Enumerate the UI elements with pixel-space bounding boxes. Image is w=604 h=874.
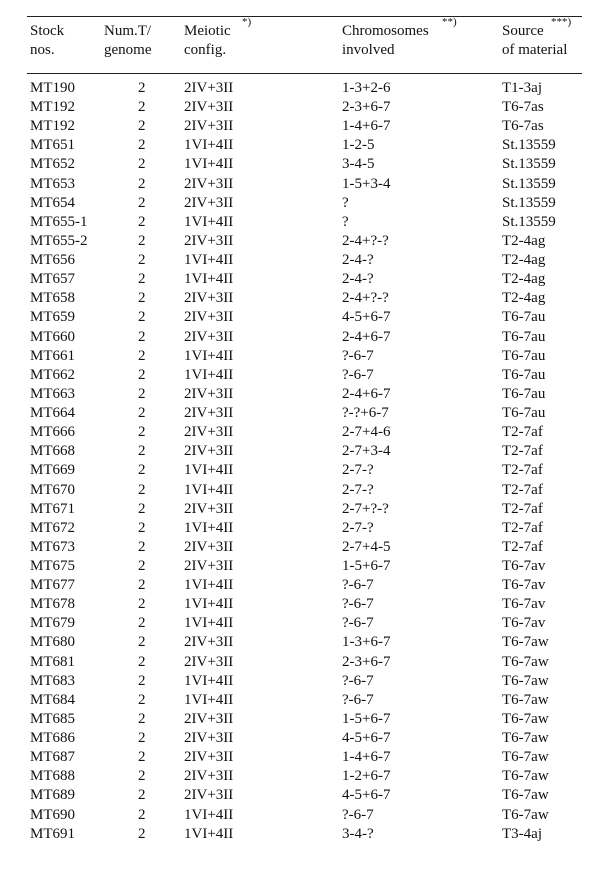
source-cell: T6-7au (502, 405, 546, 422)
source-cell: T6-7av (502, 558, 546, 574)
stock-no-cell: MT654 (30, 194, 75, 211)
chromosomes-cell: ? (342, 194, 349, 211)
chromosomes-cell: ?-6-7 (342, 615, 374, 632)
source-cell: T1-3aj (502, 80, 542, 96)
header-line1: Source (502, 23, 544, 39)
header-source-of-material (502, 16, 572, 60)
source-cell: T2-7af (502, 462, 543, 479)
table-row (0, 232, 604, 251)
chromosomes-cell: 4-5+6-7 (342, 787, 391, 804)
num-t-genome-cell: 2 (138, 577, 146, 594)
stock-no-cell: MT688 (30, 768, 75, 785)
source-cell: T2-7af (502, 500, 543, 517)
stock-no-cell: MT655-1 (30, 213, 88, 230)
stock-no-cell: MT683 (30, 672, 75, 689)
header-footnote-mark: *) (242, 16, 252, 28)
source-cell: T6-7aw (502, 806, 549, 823)
stock-no-cell: MT192 (30, 99, 75, 116)
stock-no-cell: MT658 (30, 290, 75, 307)
chromosomes-cell: ?-?+6-7 (342, 405, 389, 422)
meiotic-config-cell: 1VI+4II (184, 347, 234, 364)
num-t-genome-cell: 2 (138, 271, 146, 288)
header-line2: nos. (30, 42, 55, 58)
table-row (0, 557, 604, 576)
table-row (0, 519, 604, 538)
table-row (0, 136, 604, 155)
num-t-genome-cell: 2 (138, 481, 146, 498)
chromosomes-cell: 2-4+?-? (342, 290, 389, 307)
source-cell: T6-7as (502, 118, 544, 135)
table-row (0, 710, 604, 729)
chromosomes-cell: 2-7-? (342, 481, 374, 498)
source-cell: T2-7af (502, 519, 543, 536)
source-cell: T6-7au (502, 328, 546, 345)
chromosomes-cell: 2-7+3-4 (342, 443, 391, 460)
chromosomes-cell: 2-4+6-7 (342, 328, 391, 345)
source-cell: T6-7au (502, 347, 546, 364)
source-cell: T6-7aw (502, 672, 549, 689)
chromosomes-cell: 1-3+6-7 (342, 634, 391, 651)
chromosomes-cell: ?-6-7 (342, 347, 374, 364)
header-footnote-mark: ***) (551, 16, 572, 28)
table-row (0, 213, 604, 232)
source-cell: St.13559 (502, 213, 556, 230)
num-t-genome-cell: 2 (138, 519, 146, 536)
num-t-genome-cell: 2 (138, 252, 146, 269)
source-cell: T3-4aj (502, 825, 542, 842)
table-row (0, 672, 604, 691)
table-row (0, 385, 604, 404)
table-row (0, 270, 604, 289)
stock-no-cell: MT663 (30, 385, 75, 402)
chromosomes-cell: 2-4+6-7 (342, 385, 391, 402)
table-row (0, 117, 604, 136)
meiotic-config-cell: 1VI+4II (184, 596, 234, 613)
num-t-genome-cell: 2 (138, 137, 146, 154)
stock-no-cell: MT651 (30, 137, 75, 154)
header-line1: Num.T/ (104, 23, 152, 39)
meiotic-config-cell: 1VI+4II (184, 462, 234, 479)
source-cell: T6-7aw (502, 691, 549, 708)
meiotic-config-cell: 1VI+4II (184, 271, 234, 288)
chromosomes-cell: ?-6-7 (342, 691, 374, 708)
source-cell: T6-7aw (502, 710, 549, 727)
table-row (0, 538, 604, 557)
table-row (0, 461, 604, 480)
num-t-genome-cell: 2 (138, 749, 146, 766)
chromosomes-cell: 3-4-? (342, 825, 374, 842)
chromosomes-cell: 3-4-5 (342, 156, 375, 173)
chromosomes-cell: 1-2+6-7 (342, 768, 391, 785)
stock-no-cell: MT677 (30, 577, 75, 594)
table-row (0, 328, 604, 347)
chromosomes-cell: 2-7-? (342, 462, 374, 479)
meiotic-config-cell: 2IV+3II (184, 787, 234, 804)
meiotic-config-cell: 1VI+4II (184, 577, 234, 594)
table-row (0, 347, 604, 366)
header-line2: involved (342, 42, 395, 58)
header-meiotic-config (184, 16, 252, 60)
num-t-genome-cell: 2 (138, 730, 146, 747)
meiotic-config-cell: 2IV+3II (184, 385, 234, 402)
source-cell: St.13559 (502, 156, 556, 173)
chromosomes-cell: 1-5+6-7 (342, 710, 391, 727)
num-t-genome-cell: 2 (138, 213, 146, 230)
table-row (0, 825, 604, 844)
num-t-genome-cell: 2 (138, 99, 146, 116)
chromosomes-cell: ? (342, 213, 349, 230)
source-cell: T2-7af (502, 481, 543, 498)
num-t-genome-cell: 2 (138, 787, 146, 804)
source-cell: T6-7aw (502, 730, 549, 747)
stock-no-cell: MT656 (30, 252, 75, 269)
num-t-genome-cell: 2 (138, 175, 146, 192)
chromosomes-cell: 1-2-5 (342, 137, 375, 154)
chromosomes-cell: ?-6-7 (342, 596, 374, 613)
stock-no-cell: MT684 (30, 691, 75, 708)
source-cell: T6-7aw (502, 634, 549, 651)
source-cell: T2-7af (502, 424, 543, 441)
table-row (0, 79, 604, 98)
table-row (0, 500, 604, 519)
table-row (0, 614, 604, 633)
num-t-genome-cell: 2 (138, 80, 146, 96)
chromosomes-cell: 1-5+3-4 (342, 175, 391, 192)
stock-no-cell: MT690 (30, 806, 75, 823)
meiotic-config-cell: 2IV+3II (184, 290, 234, 307)
meiotic-config-cell: 1VI+4II (184, 672, 234, 689)
meiotic-config-cell: 2IV+3II (184, 443, 234, 460)
table-row (0, 576, 604, 595)
chromosomes-cell: ?-6-7 (342, 366, 374, 383)
chromosomes-cell: 4-5+6-7 (342, 309, 391, 326)
source-cell: St.13559 (502, 194, 556, 211)
stock-no-cell: MT669 (30, 462, 75, 479)
meiotic-config-cell: 2IV+3II (184, 80, 234, 96)
chromosomes-cell: ?-6-7 (342, 577, 374, 594)
header-stock-nos (30, 22, 64, 60)
num-t-genome-cell: 2 (138, 558, 146, 574)
meiotic-config-cell: 2IV+3II (184, 749, 234, 766)
stock-no-cell: MT670 (30, 481, 75, 498)
num-t-genome-cell: 2 (138, 825, 146, 842)
source-cell: T6-7av (502, 577, 546, 594)
num-t-genome-cell: 2 (138, 806, 146, 823)
table-row (0, 633, 604, 652)
source-cell: T2-4ag (502, 290, 546, 307)
num-t-genome-cell: 2 (138, 443, 146, 460)
num-t-genome-cell: 2 (138, 232, 146, 249)
stock-no-cell: MT675 (30, 558, 75, 574)
stock-no-cell: MT680 (30, 634, 75, 651)
num-t-genome-cell: 2 (138, 194, 146, 211)
meiotic-config-cell: 2IV+3II (184, 538, 234, 555)
table-row (0, 653, 604, 672)
num-t-genome-cell: 2 (138, 538, 146, 555)
header-line2: config. (184, 42, 227, 58)
chromosomes-cell: ?-6-7 (342, 806, 374, 823)
table-row (0, 98, 604, 117)
table-row (0, 404, 604, 423)
meiotic-config-cell: 2IV+3II (184, 405, 234, 422)
stock-no-cell: MT679 (30, 615, 75, 632)
meiotic-config-cell: 1VI+4II (184, 615, 234, 632)
table-row (0, 691, 604, 710)
stock-no-cell: MT653 (30, 175, 75, 192)
num-t-genome-cell: 2 (138, 691, 146, 708)
top-rule (27, 16, 582, 17)
num-t-genome-cell: 2 (138, 500, 146, 517)
table-row (0, 729, 604, 748)
num-t-genome-cell: 2 (138, 653, 146, 670)
source-cell: T2-7af (502, 443, 543, 460)
source-cell: T6-7av (502, 596, 546, 613)
meiotic-config-cell: 1VI+4II (184, 252, 234, 269)
meiotic-config-cell: 2IV+3II (184, 500, 234, 517)
header-line1: Stock (30, 23, 65, 39)
num-t-genome-cell: 2 (138, 710, 146, 727)
source-cell: T2-4ag (502, 232, 546, 249)
table-row (0, 767, 604, 786)
chromosomes-cell: 4-5+6-7 (342, 730, 391, 747)
chromosomes-cell: 2-4-? (342, 271, 374, 288)
num-t-genome-cell: 2 (138, 347, 146, 364)
meiotic-config-cell: 2IV+3II (184, 175, 234, 192)
chromosomes-cell: 1-3+2-6 (342, 80, 391, 96)
source-cell: T6-7aw (502, 787, 549, 804)
table-row (0, 423, 604, 442)
meiotic-config-cell: 2IV+3II (184, 558, 234, 574)
meiotic-config-cell: 1VI+4II (184, 825, 234, 842)
table-row (0, 194, 604, 213)
header-rule (27, 73, 582, 74)
stock-no-cell: MT686 (30, 730, 75, 747)
stock-no-cell: MT685 (30, 710, 75, 727)
header-line1: Chromosomes (342, 23, 429, 39)
meiotic-config-cell: 2IV+3II (184, 194, 234, 211)
source-cell: T6-7aw (502, 653, 549, 670)
table-row (0, 481, 604, 500)
chromosomes-cell: 1-5+6-7 (342, 558, 391, 574)
stock-no-cell: MT672 (30, 519, 75, 536)
meiotic-config-cell: 1VI+4II (184, 156, 234, 173)
stock-no-cell: MT687 (30, 749, 75, 766)
num-t-genome-cell: 2 (138, 462, 146, 479)
table-row (0, 155, 604, 174)
source-cell: St.13559 (502, 175, 556, 192)
stock-no-cell: MT666 (30, 424, 75, 441)
source-cell: T6-7au (502, 309, 546, 326)
num-t-genome-cell: 2 (138, 309, 146, 326)
stock-no-cell: MT673 (30, 538, 75, 555)
chromosomes-cell: 1-4+6-7 (342, 749, 391, 766)
header-line2: genome (104, 42, 152, 58)
meiotic-config-cell: 2IV+3II (184, 653, 234, 670)
meiotic-config-cell: 1VI+4II (184, 481, 234, 498)
table-row (0, 175, 604, 194)
header-num-t-genome (104, 22, 151, 60)
num-t-genome-cell: 2 (138, 405, 146, 422)
meiotic-config-cell: 1VI+4II (184, 691, 234, 708)
stock-no-cell: MT678 (30, 596, 75, 613)
meiotic-config-cell: 2IV+3II (184, 232, 234, 249)
stock-no-cell: MT192 (30, 118, 75, 135)
num-t-genome-cell: 2 (138, 118, 146, 135)
source-cell: T6-7av (502, 615, 546, 632)
meiotic-config-cell: 1VI+4II (184, 806, 234, 823)
num-t-genome-cell: 2 (138, 385, 146, 402)
table-row (0, 595, 604, 614)
source-cell: T2-4ag (502, 271, 546, 288)
chromosomes-cell: 1-4+6-7 (342, 118, 391, 135)
source-cell: T6-7as (502, 99, 544, 116)
stock-no-cell: MT681 (30, 653, 75, 670)
meiotic-config-cell: 1VI+4II (184, 137, 234, 154)
meiotic-config-cell: 2IV+3II (184, 309, 234, 326)
meiotic-config-cell: 2IV+3II (184, 424, 234, 441)
header-line2: of material (502, 42, 568, 58)
table-row (0, 251, 604, 270)
stock-no-cell: MT660 (30, 328, 75, 345)
stock-no-cell: MT190 (30, 80, 75, 96)
table-row (0, 806, 604, 825)
stock-no-cell: MT652 (30, 156, 75, 173)
meiotic-config-cell: 2IV+3II (184, 710, 234, 727)
meiotic-config-cell: 1VI+4II (184, 366, 234, 383)
stock-no-cell: MT662 (30, 366, 75, 383)
chromosomes-cell: 2-7+4-5 (342, 538, 391, 555)
source-cell: T2-4ag (502, 252, 546, 269)
num-t-genome-cell: 2 (138, 424, 146, 441)
chromosomes-cell: 2-7+?-? (342, 500, 389, 517)
meiotic-config-cell: 2IV+3II (184, 634, 234, 651)
table-row (0, 786, 604, 805)
stock-no-cell: MT657 (30, 271, 75, 288)
num-t-genome-cell: 2 (138, 596, 146, 613)
chromosomes-cell: 2-7-? (342, 519, 374, 536)
stock-no-cell: MT659 (30, 309, 75, 326)
meiotic-config-cell: 2IV+3II (184, 328, 234, 345)
stock-no-cell: MT664 (30, 405, 75, 422)
meiotic-config-cell: 1VI+4II (184, 213, 234, 230)
num-t-genome-cell: 2 (138, 156, 146, 173)
num-t-genome-cell: 2 (138, 672, 146, 689)
stock-no-cell: MT691 (30, 825, 75, 842)
stock-no-cell: MT689 (30, 787, 75, 804)
header-chromosomes-involved (342, 16, 457, 60)
chromosomes-cell: 2-7+4-6 (342, 424, 391, 441)
stock-no-cell: MT668 (30, 443, 75, 460)
meiotic-config-cell: 1VI+4II (184, 519, 234, 536)
chromosomes-cell: 2-3+6-7 (342, 99, 391, 116)
num-t-genome-cell: 2 (138, 634, 146, 651)
table-row (0, 308, 604, 327)
chromosomes-cell: 2-4+?-? (342, 232, 389, 249)
meiotic-config-cell: 2IV+3II (184, 768, 234, 785)
source-cell: T6-7aw (502, 749, 549, 766)
stock-no-cell: MT655-2 (30, 232, 88, 249)
meiotic-config-cell: 2IV+3II (184, 99, 234, 116)
table-row (0, 366, 604, 385)
header-footnote-mark: **) (442, 16, 457, 28)
meiotic-config-cell: 2IV+3II (184, 118, 234, 135)
stock-no-cell: MT661 (30, 347, 75, 364)
source-cell: T6-7au (502, 366, 546, 383)
num-t-genome-cell: 2 (138, 615, 146, 632)
chromosomes-cell: ?-6-7 (342, 672, 374, 689)
source-cell: T2-7af (502, 538, 543, 555)
num-t-genome-cell: 2 (138, 768, 146, 785)
num-t-genome-cell: 2 (138, 328, 146, 345)
meiotic-config-cell: 2IV+3II (184, 730, 234, 747)
table-row (0, 442, 604, 461)
header-line1: Meiotic (184, 23, 231, 39)
chromosomes-cell: 2-3+6-7 (342, 653, 391, 670)
num-t-genome-cell: 2 (138, 290, 146, 307)
source-cell: T6-7au (502, 385, 546, 402)
source-cell: St.13559 (502, 137, 556, 154)
source-cell: T6-7aw (502, 768, 549, 785)
table-row (0, 748, 604, 767)
table-row (0, 289, 604, 308)
num-t-genome-cell: 2 (138, 366, 146, 383)
chromosomes-cell: 2-4-? (342, 252, 374, 269)
stock-no-cell: MT671 (30, 500, 75, 517)
